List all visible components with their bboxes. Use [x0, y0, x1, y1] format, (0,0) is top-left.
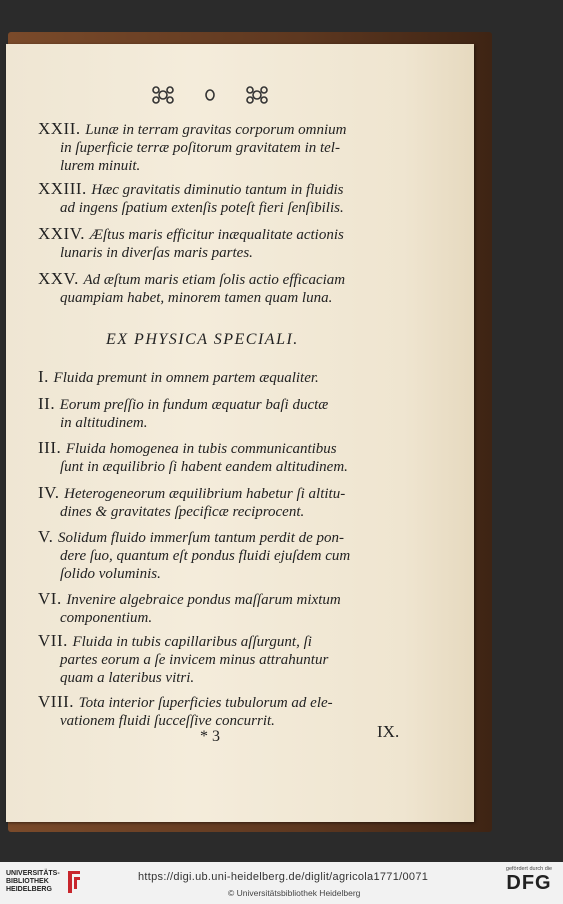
thesis-text: Fluida premunt in omnem partem æqualiter. [53, 370, 319, 386]
thesis-continuation-line: in ſuperficie terræ poſitorum gravitatem in tel- [60, 140, 340, 156]
dfg-logo[interactable] [500, 866, 558, 894]
copyright-text: © Universitätsbibliothek Heidelberg [228, 888, 361, 898]
thesis-paragraph [38, 225, 438, 262]
thesis-continuation-line: componentium. [60, 610, 153, 626]
thesis-continuation-line: partes eorum a ſe invicem minus attrahuntur [60, 652, 329, 668]
ornament-header [150, 84, 270, 106]
section-heading: EX PHYSICA SPECIALI. [106, 331, 299, 348]
thesis-continuation-line: ad ingens ſpatium extenſis poteſt fieri ſenſibilis. [60, 200, 344, 216]
thesis-paragraph [38, 395, 438, 432]
thesis-number: XXIII. [38, 179, 87, 198]
thesis-number: V. [38, 527, 54, 546]
thesis-text: Ad æſtum maris etiam ſolis actio efficaciam [83, 272, 346, 288]
dfg-logo-text: DFG [506, 872, 552, 894]
thesis-number: VII. [38, 631, 68, 650]
thesis-number: IV. [38, 483, 60, 502]
thesis-continuation-line: lurem minuit. [60, 158, 141, 174]
dfg-funded-text: gefördert durch die [505, 866, 553, 872]
thesis-text: Fluida homogenea in tubis communicantibus [65, 441, 337, 457]
thesis-text: Fluida in tubis capillaribus aſſurgunt, ſi [72, 634, 312, 650]
thesis-number: VIII. [38, 692, 75, 711]
thesis-number: XXII. [38, 119, 81, 138]
thesis-continuation-line: vationem fluidi ſucceſſive concurrit. [60, 713, 275, 729]
thesis-continuation-line: quam a lateribus vitri. [60, 670, 195, 686]
thesis-continuation-line: quampiam habet, minorem tamen quam luna. [60, 290, 333, 306]
thesis-paragraph [38, 632, 438, 687]
thesis-continuation-line: in altitudinem. [60, 415, 148, 431]
signature-mark: * 3 [200, 728, 220, 745]
thesis-paragraph [38, 528, 438, 583]
thesis-number: XXV. [38, 269, 79, 288]
thesis-text: Solidum fluido immerſum tantum perdit de pon- [57, 530, 345, 546]
thesis-number: I. [38, 367, 49, 386]
thesis-text: Æſtus maris efficitur inæqualitate actionis [89, 227, 344, 243]
thesis-paragraph [38, 120, 438, 175]
thesis-text: Hæc gravitatis diminutio tantum in fluidis [91, 182, 344, 198]
thesis-text: Tota interior ſuperficies tubulorum ad ele- [78, 695, 333, 711]
thesis-paragraph [38, 439, 438, 476]
library-logo[interactable] [6, 869, 84, 895]
thesis-text: Lunæ in terram gravitas corporum omnium [85, 122, 347, 138]
thesis-paragraph [38, 590, 438, 627]
library-emblem-icon [64, 869, 84, 895]
thesis-number: II. [38, 394, 56, 413]
catchword: IX. [377, 722, 400, 741]
thesis-paragraph [38, 180, 438, 217]
thesis-text: Invenire algebraice pondus maſſarum mixtum [66, 592, 341, 608]
thesis-paragraph [38, 270, 438, 307]
flower-ornament-icon [150, 84, 176, 106]
thesis-number: VI. [38, 589, 62, 608]
thesis-continuation-line: dere ſuo, quantum eſt pondus fluidi ejuſdem cum [60, 548, 351, 564]
page-url-link[interactable]: https://digi.ub.uni-heidelberg.de/diglit/agricola1771/0071 [138, 871, 429, 883]
thesis-number: III. [38, 438, 62, 457]
flower-ornament-icon [244, 84, 270, 106]
thesis-continuation-line: ſunt in æquilibrio ſi habent eandem altitudinem. [60, 459, 348, 475]
thesis-paragraph [38, 484, 438, 521]
thesis-paragraph [38, 368, 438, 387]
thesis-continuation-line: ſolido voluminis. [60, 566, 161, 582]
library-logo-text: UNIVERSITÄTS- BIBLIOTHEK HEIDELBERG [6, 870, 60, 893]
thesis-text: Heterogeneorum æquilibrium habetur ſi altitu- [64, 486, 346, 502]
viewer-footer [0, 862, 563, 904]
thesis-continuation-line: lunaris in diverſas maris partes. [60, 245, 253, 261]
thesis-number: XXIV. [38, 224, 86, 243]
thesis-text: Eorum preſſio in fundum æquatur baſi ductæ [59, 397, 329, 413]
thesis-continuation-line: dines & gravitates ſpecificæ reciprocent. [60, 504, 305, 520]
circle-ornament-icon [204, 88, 216, 102]
